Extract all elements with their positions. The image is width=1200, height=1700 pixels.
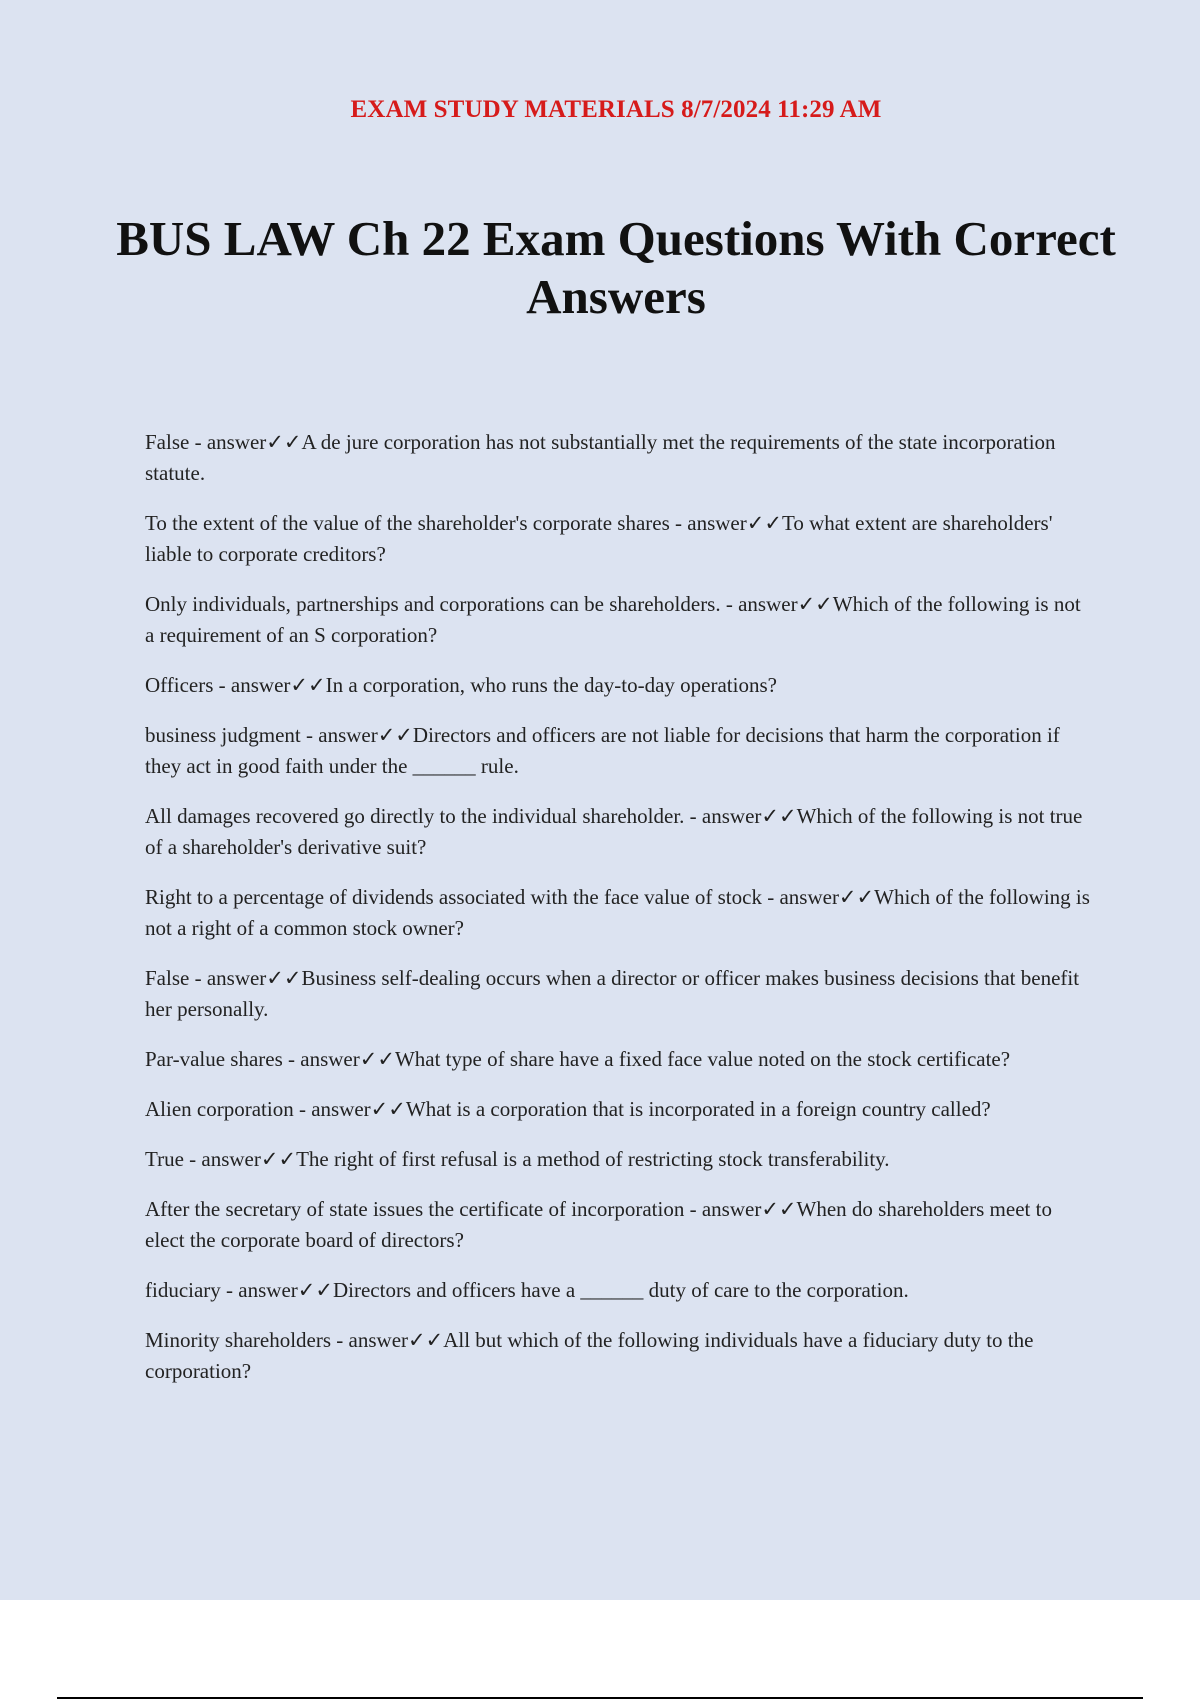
qa-item [145, 963, 1090, 1025]
qa-item [145, 720, 1090, 782]
answer-separator: - answer✓✓ [183, 1147, 297, 1171]
question-text: What is a corporation that is incorporated in a foreign country called? [405, 1097, 991, 1121]
qa-item [145, 670, 1090, 701]
answer-separator: - answer✓✓ [684, 1197, 797, 1221]
answer-text: After the secretary of state issues the certificate of incorporation [145, 1197, 685, 1221]
answer-text: business judgment [145, 723, 301, 747]
question-text: Directors and officers have a ______ duty of care to the corporation. [332, 1278, 909, 1302]
answer-text: False [145, 430, 190, 454]
document-title: BUS LAW Ch 22 Exam Questions With Correct Answers [116, 211, 1116, 324]
question-text: Which of the following is not a right of a common stock owner? [145, 885, 1090, 940]
question-text: Business self-dealing occurs when a director or officer makes business decisions that benefit her personally. [145, 966, 1080, 1021]
answer-text: Officers [145, 673, 214, 697]
answer-separator: - answer✓✓ [684, 804, 797, 828]
qa-item [145, 1275, 1090, 1306]
answer-text: Right to a percentage of dividends associated with the face value of stock [145, 885, 762, 909]
answer-separator: - answer✓✓ [189, 966, 302, 990]
qa-item [145, 589, 1090, 651]
question-text: When do shareholders meet to elect the corporate board of directors? [145, 1197, 1052, 1252]
qa-item [145, 508, 1090, 570]
question-text: To what extent are shareholders' liable to corporate creditors? [145, 511, 1053, 566]
answer-separator: - answer✓✓ [761, 885, 875, 909]
answer-text: Minority shareholders [145, 1328, 332, 1352]
answer-separator: - answer✓✓ [669, 511, 782, 535]
answer-separator: - answer✓✓ [213, 673, 326, 697]
qa-item [145, 1325, 1090, 1387]
question-text: What type of share have a fixed face value noted on the stock certificate? [394, 1047, 1011, 1071]
answer-separator: - answer✓✓ [282, 1047, 395, 1071]
qa-item [145, 801, 1090, 863]
answer-text: Par-value shares [145, 1047, 283, 1071]
answer-separator: - answer✓✓ [720, 592, 833, 616]
qa-list [145, 427, 1090, 1406]
page-divider [57, 1697, 1143, 1699]
qa-item [145, 1194, 1090, 1256]
answer-separator: - answer✓✓ [293, 1097, 406, 1121]
answer-text: All damages recovered go directly to the individual shareholder. [145, 804, 685, 828]
answer-separator: - answer✓✓ [220, 1278, 333, 1302]
question-text: Which of the following is not a requirement of an S corporation? [145, 592, 1081, 647]
answer-text: False [145, 966, 190, 990]
exam-header: EXAM STUDY MATERIALS 8/7/2024 11:29 AM [350, 96, 882, 123]
answer-text: True [145, 1147, 184, 1171]
question-text: A de jure corporation has not substantially met the requirements of the state incorporation statute. [145, 430, 1056, 485]
question-text: All but which of the following individuals have a fiduciary duty to the corporation? [145, 1328, 1034, 1383]
answer-separator: - answer✓✓ [189, 430, 302, 454]
answer-separator: - answer✓✓ [331, 1328, 444, 1352]
answer-text: To the extent of the value of the shareholder's corporate shares [145, 511, 670, 535]
qa-item [145, 1094, 1090, 1125]
question-text: The right of first refusal is a method of restricting stock transferability. [296, 1147, 890, 1171]
qa-item [145, 882, 1090, 944]
qa-item [145, 1044, 1090, 1075]
answer-text: fiduciary [145, 1278, 221, 1302]
answer-text: Alien corporation [145, 1097, 294, 1121]
qa-item [145, 427, 1090, 489]
question-text: In a corporation, who runs the day-to-day operations? [325, 673, 777, 697]
qa-item [145, 1144, 1090, 1175]
question-text: Directors and officers are not liable for decisions that harm the corporation if they act in good faith under the ______ rule. [145, 723, 1060, 778]
question-text: Which of the following is not true of a shareholder's derivative suit? [145, 804, 1083, 859]
answer-text: Only individuals, partnerships and corporations can be shareholders. [145, 592, 721, 616]
answer-separator: - answer✓✓ [300, 723, 413, 747]
